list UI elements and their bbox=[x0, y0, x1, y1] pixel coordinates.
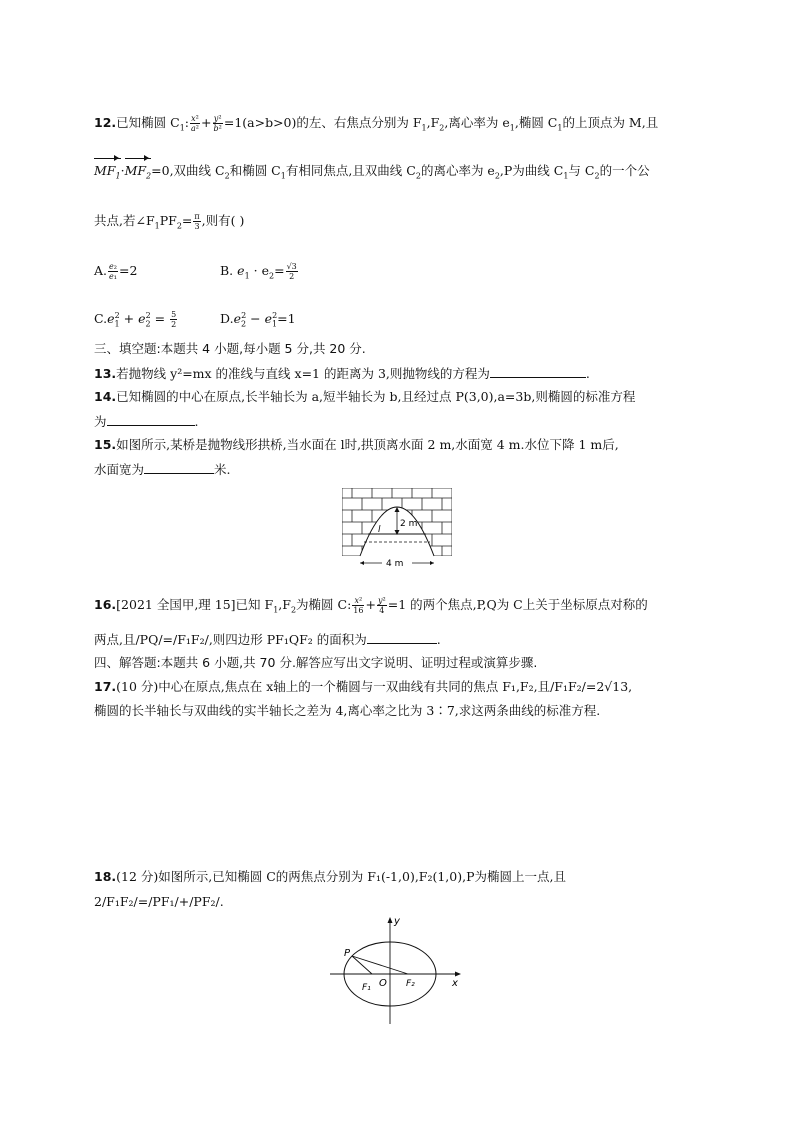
q18-line2: 2/F₁F₂/=/PF₁/+/PF₂/. bbox=[94, 894, 224, 909]
segment-pf2 bbox=[352, 956, 408, 974]
section-4-heading: 四、解答题:本题共 6 小题,共 70 分.解答应写出文字说明、证明过程或演算步骤. bbox=[94, 655, 538, 670]
svg-text:4 m: 4 m bbox=[386, 559, 404, 569]
svg-text:F₁: F₁ bbox=[362, 983, 371, 993]
q12-option-b: B. $e_1 \cdot e_2=$ $\frac{√3}{2}$ bbox=[220, 262, 297, 281]
q13: 13.若抛物线 y²=mx 的准线与直线 x=1 的距离为 3,则抛物线的方程为 . bbox=[94, 366, 590, 381]
q14-line2: 为 . bbox=[94, 414, 199, 429]
fraction-y2-b2: $\frac{\text{y²}}{\text{b²}}$ bbox=[213, 114, 222, 133]
vector-mf1: $MF_1$ bbox=[94, 162, 121, 186]
q17-line1: 17.(10 分)中心在原点,焦点在 x轴上的一个椭圆与一双曲线有共同的焦点 F₁,F₂,且/F₁F₂/=2√13, bbox=[94, 679, 633, 694]
svg-text:2 m: 2 m bbox=[400, 519, 418, 529]
svg-text:P: P bbox=[344, 948, 351, 959]
q12-number: 12. bbox=[94, 115, 117, 130]
segment-pf1 bbox=[352, 956, 372, 974]
q18-line1: 18.(12 分)如图所示,已知椭圆 C的两焦点分别为 F₁(-1,0),F₂(1,0),P为椭圆上一点,且 bbox=[94, 869, 566, 884]
svg-text:y: y bbox=[394, 916, 400, 927]
svg-text:l: l bbox=[378, 525, 381, 535]
q12-option-a: A. $\frac{\text{e₂}}{\text{e₁}}$ =2 bbox=[94, 262, 138, 281]
q16-line2: 两点,且/PQ/=/F₁F₂/,则四边形 PF₁QF₂ 的面积为 . bbox=[94, 632, 441, 647]
q12-option-d: $D.e_2^2 - e_1^2=1$ bbox=[220, 311, 296, 329]
section-3-heading: 三、填空题:本题共 4 小题,每小题 5 分,共 20 分. bbox=[94, 341, 366, 356]
q12-line2: $MF_1\cdot MF_2=0$,双曲线 $C_2$和椭圆 $C_1$有相同焦点,且双曲线 $C_2$的离心率为 $e_2,P$为曲线 $C_1$与 $C_2$的一个公 bbox=[94, 162, 650, 186]
fraction-pi-3: $\frac{\pi}{3}$ bbox=[194, 212, 200, 231]
bridge-figure bbox=[342, 488, 452, 570]
svg-text:x: x bbox=[452, 978, 458, 989]
q14-answer-blank[interactable] bbox=[107, 412, 195, 426]
q14-line1: 14.已知椭圆的中心在原点,长半轴长为 a,短半轴长为 b,且经过点 P(3,0),a=3b,则椭圆的标准方程 bbox=[94, 389, 636, 404]
q17-line2: 椭圆的长半轴长与双曲线的实半轴长之差为 4,离心率之比为 3∶7,求这两条曲线的标准方程. bbox=[94, 703, 601, 718]
q15-answer-blank[interactable] bbox=[144, 460, 214, 474]
ellipse-figure bbox=[326, 914, 466, 1026]
vector-mf2: $MF_2$ bbox=[125, 162, 152, 186]
q16-line1: 16.[2021 全国甲,理 15]已知 $F_1,F_2$为椭圆 C: $\frac{\text{x²}}{16}$ + $\frac{\text{y²}}{4}$ =1 的两个焦点,P,Q为 C上关于坐标原点对称的 bbox=[94, 596, 648, 615]
q12-line1: 12.已知椭圆 $C_1$: $\frac{\text{x²}}{\text{a²}}$ + $\frac{\text{y²}}{\text{b²}}$ =1(a>b>0)的左、右焦点分别为 $F_1,F_2$,离心率为 $e_1$,椭圆 $C_1$的上顶点为 M,且 bbox=[94, 114, 659, 133]
q12-line3: 共点,若$\angle F_1PF_2=$ $\frac{\pi}{3}$ ,则有( ) bbox=[94, 212, 245, 231]
q15-line1: 15.如图所示,某桥是抛物线形拱桥,当水面在 l时,拱顶离水面 2 m,水面宽 4 m.水位下降 1 m后, bbox=[94, 437, 619, 452]
q16-answer-blank[interactable] bbox=[367, 630, 437, 644]
svg-text:O: O bbox=[379, 978, 387, 989]
q15-line2: 水面宽为 米. bbox=[94, 462, 231, 477]
svg-text:F₂: F₂ bbox=[406, 979, 415, 989]
q13-answer-blank[interactable] bbox=[490, 364, 586, 378]
q12-option-c: $C.e_1^2 + e_2^2$ = $\frac{5}{2}$ bbox=[94, 310, 177, 330]
fraction-x2-a2: $\frac{\text{x²}}{\text{a²}}$ bbox=[191, 114, 200, 133]
